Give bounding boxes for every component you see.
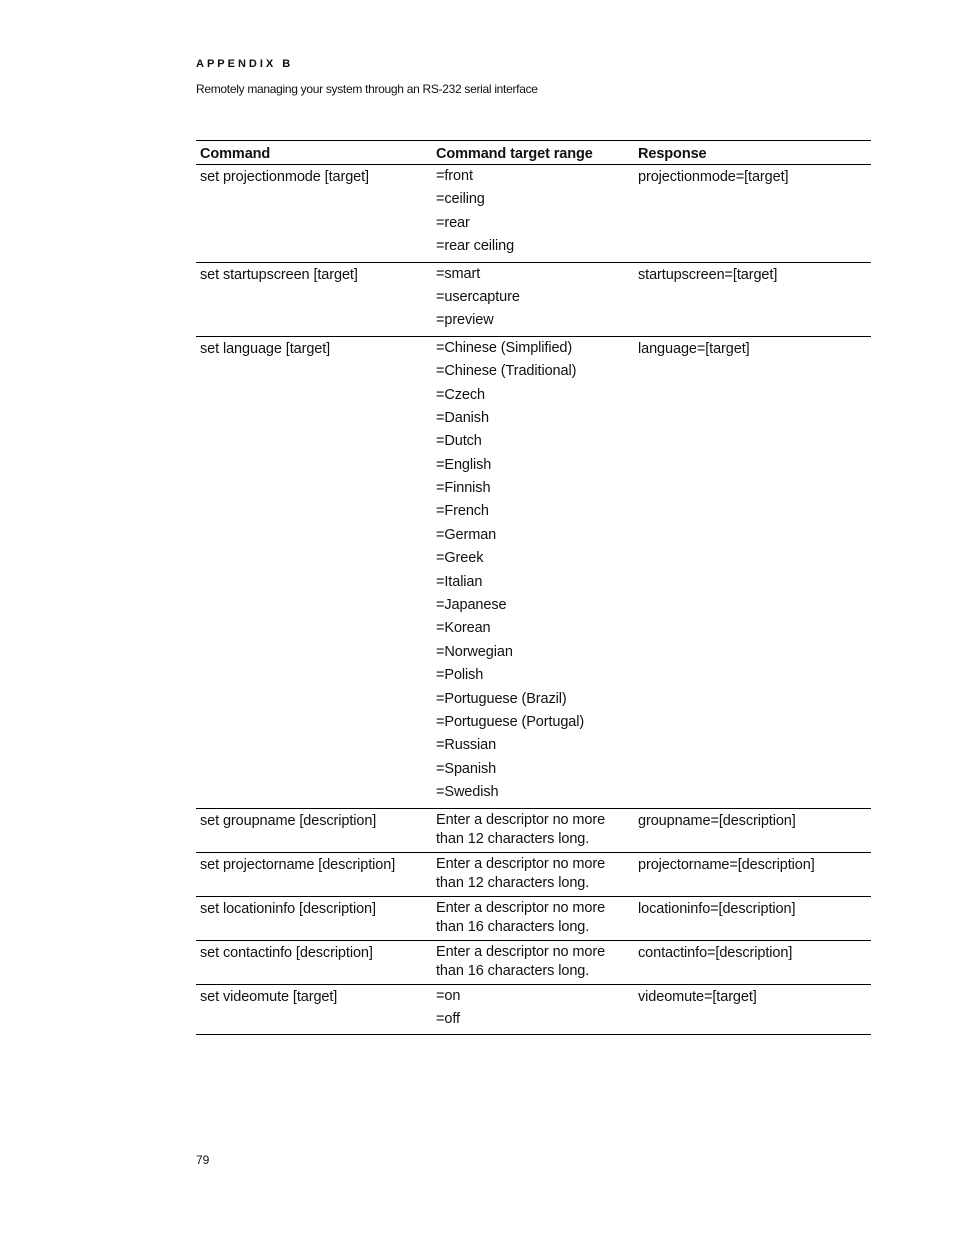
range-description: Enter a descriptor no more than 16 characters long. [436, 899, 606, 936]
range-option: =Italian [436, 573, 483, 590]
range-option: =English [436, 456, 492, 473]
table-row [196, 165, 871, 263]
table-body [196, 165, 871, 1035]
response-cell: groupname=[description] [634, 808, 871, 852]
range-option: =Czech [436, 386, 485, 403]
response-cell: contactinfo=[description] [634, 940, 871, 984]
table-row [196, 940, 871, 984]
range-description: Enter a descriptor no more than 12 characters long. [436, 855, 606, 892]
range-option: =Norwegian [436, 643, 513, 660]
table-header-row [196, 141, 871, 165]
table-row [196, 852, 871, 896]
range-cell [432, 940, 634, 984]
range-option: =Finnish [436, 480, 491, 497]
table-row [196, 262, 871, 336]
range-option: =Japanese [436, 597, 507, 614]
command-cell: set videomute [target] [196, 984, 432, 1035]
range-option: =usercapture [436, 288, 520, 305]
page-number: 79 [196, 1153, 210, 1167]
range-option: =Chinese (Traditional) [436, 363, 577, 380]
range-option: =Swedish [436, 784, 499, 801]
command-cell: set projectionmode [target] [196, 165, 432, 263]
command-table [196, 140, 871, 1035]
range-cell [432, 852, 634, 896]
range-description: Enter a descriptor no more than 16 characters long. [436, 943, 606, 980]
section-subtitle: Remotely managing your system through an RS-232 serial interface [196, 82, 538, 96]
range-description: Enter a descriptor no more than 12 characters long. [436, 811, 606, 848]
range-option: =Chinese (Simplified) [436, 339, 573, 356]
range-option: =smart [436, 265, 481, 282]
range-option: =on [436, 987, 461, 1004]
table-row [196, 336, 871, 808]
table-row [196, 896, 871, 940]
range-cell [432, 984, 634, 1035]
range-option: =Russian [436, 737, 497, 754]
command-cell: set groupname [description] [196, 808, 432, 852]
table-row [196, 808, 871, 852]
response-cell: startupscreen=[target] [634, 262, 871, 336]
command-cell: set startupscreen [target] [196, 262, 432, 336]
response-cell: videomute=[target] [634, 984, 871, 1035]
table-row [196, 984, 871, 1035]
range-cell [432, 808, 634, 852]
response-cell: language=[target] [634, 336, 871, 808]
command-cell: set contactinfo [description] [196, 940, 432, 984]
range-cell [432, 262, 634, 336]
range-option: =Portuguese (Portugal) [436, 713, 585, 730]
range-option: =Spanish [436, 760, 497, 777]
response-cell: locationinfo=[description] [634, 896, 871, 940]
range-option: =rear ceiling [436, 238, 515, 255]
command-cell: set locationinfo [description] [196, 896, 432, 940]
column-header-range: Command target range [432, 141, 634, 165]
command-cell: set projectorname [description] [196, 852, 432, 896]
range-option: =Danish [436, 409, 489, 426]
range-option: =rear [436, 214, 470, 231]
range-option: =Korean [436, 620, 491, 637]
range-option: =Dutch [436, 433, 482, 450]
range-option: =Portuguese (Brazil) [436, 690, 567, 707]
range-cell [432, 896, 634, 940]
range-option: =preview [436, 312, 494, 329]
response-cell: projectionmode=[target] [634, 165, 871, 263]
range-option: =Greek [436, 550, 484, 567]
range-option: =ceiling [436, 191, 485, 208]
range-option: =French [436, 503, 489, 520]
command-cell: set language [target] [196, 336, 432, 808]
appendix-heading: APPENDIX B [196, 58, 294, 70]
range-option: =Polish [436, 667, 484, 684]
range-cell [432, 165, 634, 263]
response-cell: projectorname=[description] [634, 852, 871, 896]
range-cell [432, 336, 634, 808]
column-header-response: Response [634, 141, 871, 165]
range-option: =German [436, 526, 497, 543]
range-option: =off [436, 1010, 460, 1027]
range-option: =front [436, 168, 473, 184]
column-header-command: Command [196, 141, 432, 165]
